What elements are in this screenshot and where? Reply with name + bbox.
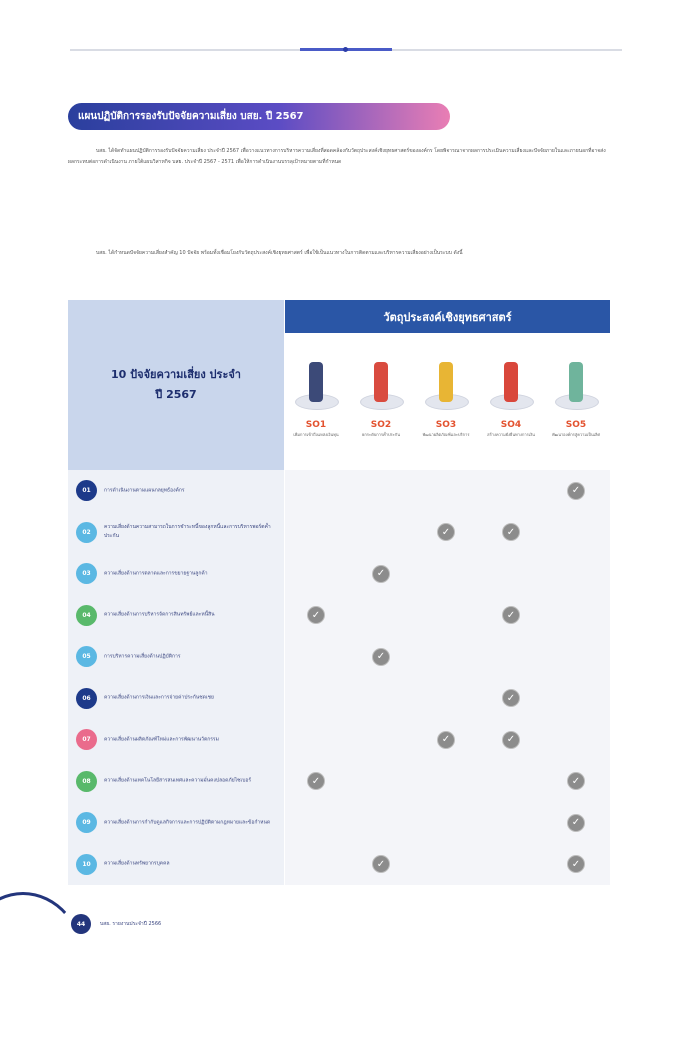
check-icon: ✓ bbox=[502, 606, 520, 624]
risk-objective-cells bbox=[285, 844, 610, 887]
check-icon: ✓ bbox=[372, 565, 390, 583]
risk-row bbox=[68, 470, 610, 512]
risk-label: ความเสี่ยงด้านการเงินและการจ่ายค่าประกันชดเชย bbox=[104, 694, 214, 701]
objective-illustration bbox=[356, 342, 406, 410]
risk-row-label-cell bbox=[68, 512, 284, 555]
objective-figure bbox=[309, 362, 323, 402]
check-icon: ✓ bbox=[502, 523, 520, 541]
nav-marker-dot bbox=[343, 47, 348, 52]
check-icon: ✓ bbox=[372, 648, 390, 666]
risk-row bbox=[68, 512, 610, 554]
objectives-header bbox=[285, 300, 610, 333]
risk-row-label-cell bbox=[68, 802, 284, 845]
top-navigation bbox=[70, 20, 622, 38]
check-icon: ✓ bbox=[567, 482, 585, 500]
risk-row bbox=[68, 719, 610, 761]
objective-so5 bbox=[545, 336, 607, 466]
risk-row bbox=[68, 553, 610, 595]
objective-so4 bbox=[480, 336, 542, 466]
risk-row-label-cell bbox=[68, 470, 284, 513]
intro-paragraph: บสย. ได้จัดทำแผนปฏิบัติการรองรับปัจจัยความเสี่ยง ประจำปี 2567 เพื่อวางแนวทางการบริหารความเสี่ยงที่สอดคล้องกับวัตถุประสงค์เชิงยุทธศาสตร์ขององค์กร โดยพิจารณาจากผลการประเมินความเสี่ยงและปัจจัยภายในและภายนอกที่อาจส่งผลกระทบต่อการดำเนินงาน ภายใต้แผนวิสาหกิจ บสย. ประจำปี 2567 - 2571 เพื่อให้การดำเนินงานบรรลุเป้าหมายตามที่กำหนด bbox=[68, 148, 606, 165]
check-icon: ✓ bbox=[502, 689, 520, 707]
objective-so3 bbox=[415, 336, 477, 466]
risk-row-label-cell bbox=[68, 636, 284, 679]
risk-number-badge: 08 bbox=[76, 771, 97, 792]
risk-label: ความเสี่ยงด้านทรัพยากรบุคคล bbox=[104, 860, 170, 867]
risk-label: การดำเนินงานตามแผนกลยุทธ์องค์กร bbox=[104, 487, 185, 494]
check-icon: ✓ bbox=[307, 606, 325, 624]
risk-number-badge: 01 bbox=[76, 480, 97, 501]
risk-objective-matrix bbox=[68, 300, 610, 888]
objective-illustration bbox=[551, 342, 601, 410]
risk-label: ความเสี่ยงด้านการบริหารจัดการสินทรัพย์และหนี้สิน bbox=[104, 611, 215, 618]
objective-desc: สร้างความยั่งยืนทางการเงิน bbox=[487, 432, 535, 437]
check-icon: ✓ bbox=[307, 772, 325, 790]
risk-objective-cells bbox=[285, 553, 610, 596]
risk-number-badge: 07 bbox=[76, 729, 97, 750]
risk-objective-cells bbox=[285, 595, 610, 638]
objective-desc: เพิ่มการเข้าถึงแหล่งเงินทุน bbox=[293, 432, 339, 437]
objective-figure bbox=[504, 362, 518, 402]
risk-number-badge: 09 bbox=[76, 812, 97, 833]
risk-row-label-cell bbox=[68, 719, 284, 762]
check-icon: ✓ bbox=[567, 855, 585, 873]
risk-number-badge: 10 bbox=[76, 854, 97, 875]
risk-number-badge: 03 bbox=[76, 563, 97, 584]
objective-code: SO2 bbox=[370, 420, 392, 430]
objective-desc: ยกระดับการค้ำประกัน bbox=[362, 432, 400, 437]
check-icon: ✓ bbox=[567, 814, 585, 832]
objective-illustration bbox=[421, 342, 471, 410]
risk-row-label-cell bbox=[68, 844, 284, 887]
check-icon: ✓ bbox=[567, 772, 585, 790]
objective-figure bbox=[439, 362, 453, 402]
page-number-badge: 44 bbox=[71, 914, 91, 934]
risk-label: ความเสี่ยงด้านเทคโนโลยีสารสนเทศและความมั่นคงปลอดภัยไซเบอร์ bbox=[104, 777, 252, 784]
risk-row-label-cell bbox=[68, 553, 284, 596]
risk-row bbox=[68, 595, 610, 637]
check-icon: ✓ bbox=[372, 855, 390, 873]
objective-figure bbox=[374, 362, 388, 402]
footer-text: บสย. รายงานประจำปี 2566 bbox=[100, 921, 162, 927]
risk-row bbox=[68, 636, 610, 678]
check-icon: ✓ bbox=[437, 523, 455, 541]
risk-label: ความเสี่ยงด้านความสามารถในการชำระหนี้ของลูกหนี้และการบริหารพอร์ตค้ำประกัน bbox=[104, 524, 271, 540]
objective-desc: พัฒนาผลิตภัณฑ์และบริการ bbox=[422, 432, 470, 437]
risk-objective-cells bbox=[285, 512, 610, 555]
section-title: แผนปฏิบัติการรองรับปัจจัยความเสี่ยง บสย. ปี 2567 bbox=[78, 111, 304, 122]
risk-label: ความเสี่ยงด้านผลิตภัณฑ์ใหม่และการพัฒนานวัตกรรม bbox=[104, 736, 219, 743]
risk-row-label-cell bbox=[68, 595, 284, 638]
section-title-banner bbox=[68, 103, 450, 130]
objective-illustration bbox=[291, 342, 341, 410]
risk-number-badge: 02 bbox=[76, 522, 97, 543]
objective-code: SO4 bbox=[500, 420, 522, 430]
risk-row bbox=[68, 761, 610, 803]
risk-label: การบริหารความเสี่ยงด้านปฏิบัติการ bbox=[104, 653, 181, 660]
check-icon: ✓ bbox=[502, 731, 520, 749]
objectives-header-label: วัตถุประสงค์เชิงยุทธศาสตร์ bbox=[383, 310, 512, 324]
risk-objective-cells bbox=[285, 470, 610, 513]
objective-code: SO3 bbox=[435, 420, 457, 430]
risk-objective-cells bbox=[285, 636, 610, 679]
objective-illustration bbox=[486, 342, 536, 410]
objective-code: SO5 bbox=[565, 420, 587, 430]
risk-number-badge: 05 bbox=[76, 646, 97, 667]
objective-so1 bbox=[285, 336, 347, 466]
risk-objective-cells bbox=[285, 678, 610, 721]
risk-row bbox=[68, 844, 610, 886]
intro-paragraph-2: บสย. ได้กำหนดปัจจัยความเสี่ยงสำคัญ 10 ปัจจัย พร้อมทั้งเชื่อมโยงกับวัตถุประสงค์เชิงยุทธศาสตร์ เพื่อใช้เป็นแนวทางในการติดตามและบริหารความเสี่ยงอย่างเป็นระบบ ดังนี้ bbox=[96, 250, 463, 256]
objective-so2 bbox=[350, 336, 412, 466]
risk-label: ความเสี่ยงด้านการกำกับดูแลกิจการและการปฏิบัติตามกฎหมายและข้อกำหนด bbox=[104, 819, 271, 826]
objective-code: SO1 bbox=[305, 420, 327, 430]
risk-number-badge: 04 bbox=[76, 605, 97, 626]
objective-desc: พัฒนาองค์กรสู่ความเป็นเลิศ bbox=[551, 432, 601, 437]
risk-objective-cells bbox=[285, 719, 610, 762]
risk-objective-cells bbox=[285, 761, 610, 804]
risk-column-header-label: 10 ปัจจัยความเสี่ยง ประจำปี 2567 bbox=[111, 368, 241, 401]
risk-row bbox=[68, 678, 610, 720]
objective-figure bbox=[569, 362, 583, 402]
footer-decorative-curve bbox=[0, 892, 86, 1038]
risk-row-label-cell bbox=[68, 761, 284, 804]
risk-objective-cells bbox=[285, 802, 610, 845]
risk-number-badge: 06 bbox=[76, 688, 97, 709]
risk-row-label-cell bbox=[68, 678, 284, 721]
risk-label: ความเสี่ยงด้านการตลาดและการขยายฐานลูกค้า bbox=[104, 570, 208, 577]
risk-column-header bbox=[68, 300, 284, 470]
check-icon: ✓ bbox=[437, 731, 455, 749]
risk-row bbox=[68, 802, 610, 844]
